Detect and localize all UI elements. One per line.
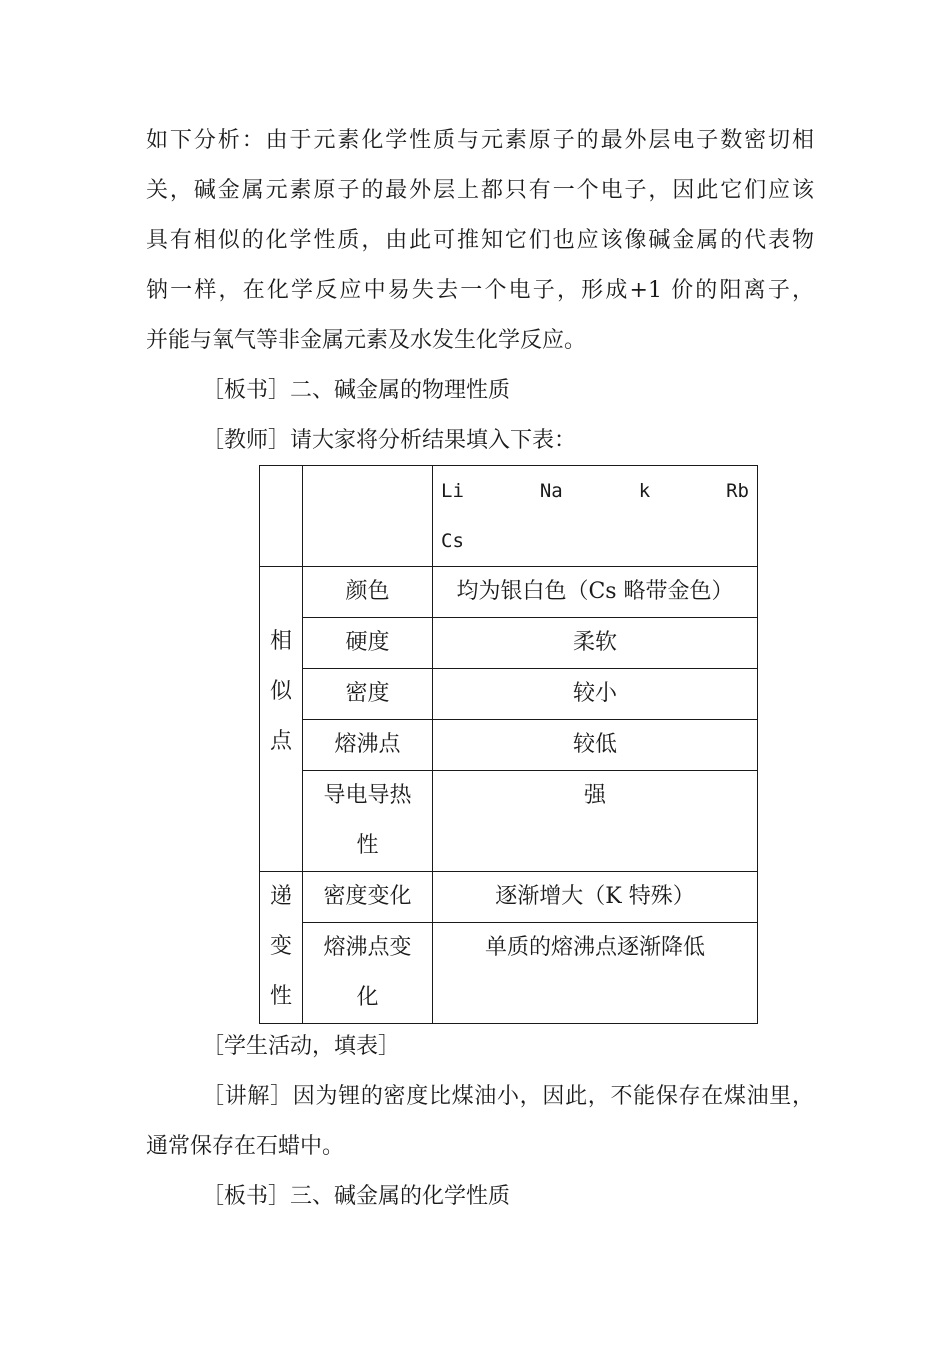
intro-line: 如下分析：由于元素化学性质与元素原子的最外层电子数密切相 — [146, 128, 814, 153]
element-symbol: Na — [539, 480, 563, 502]
property-name: 熔沸点 — [303, 720, 433, 771]
table-row — [260, 567, 758, 618]
properties-table — [259, 465, 758, 1024]
elements-row — [441, 466, 757, 516]
table-row — [260, 669, 758, 720]
table-row — [260, 466, 758, 567]
property-value: 柔软 — [433, 618, 758, 669]
property-name: 密度 — [303, 669, 433, 720]
intro-line: 并能与氧气等非金属元素及水发生化学反应。 — [146, 328, 587, 353]
explain-line: 通常保存在石蜡中。 — [146, 1134, 345, 1159]
board-heading-chemical: ［板书］三、碱金属的化学性质 — [202, 1184, 511, 1209]
trend-group-label: 递 变 性 — [260, 872, 303, 1024]
table-row — [260, 872, 758, 923]
property-value: 均为银白色（Cs 略带金色） — [433, 567, 758, 618]
board-heading-physical: ［板书］二、碱金属的物理性质 — [202, 378, 511, 403]
intro-line: 钠一样，在化学反应中易失去一个电子，形成+1 价的阳离子， — [146, 278, 814, 303]
element-symbol: Cs — [441, 530, 464, 552]
table-row — [260, 720, 758, 771]
property-name: 硬度 — [303, 618, 433, 669]
table-row — [260, 923, 758, 1024]
element-symbol: Li — [441, 480, 464, 502]
property-value: 强 — [433, 771, 758, 872]
element-symbol: Rb — [726, 480, 749, 502]
property-name: 密度变化 — [303, 872, 433, 923]
explain-line: ［讲解］因为锂的密度比煤油小，因此，不能保存在煤油里， — [202, 1084, 814, 1109]
property-name: 导电导热 性 — [303, 771, 433, 872]
intro-line: 关，碱金属元素原子的最外层上都只有一个电子，因此它们应该 — [146, 178, 814, 203]
property-value: 逐渐增大（K 特殊） — [433, 872, 758, 923]
explain-paragraph — [146, 1072, 814, 1172]
table-row — [260, 618, 758, 669]
table-empty-cell — [303, 466, 433, 567]
teacher-instruction: ［教师］请大家将分析结果填入下表： — [202, 428, 577, 453]
property-name: 熔沸点变 化 — [303, 923, 433, 1024]
table-row — [260, 771, 758, 872]
property-value: 单质的熔沸点逐渐降低 — [433, 923, 758, 1024]
property-value: 较低 — [433, 720, 758, 771]
property-value: 较小 — [433, 669, 758, 720]
similar-group-label: 相 似 点 — [260, 567, 303, 872]
intro-paragraph — [146, 116, 814, 366]
intro-line: 具有相似的化学性质，由此可推知它们也应该像碱金属的代表物 — [146, 228, 814, 253]
table-corner-cell — [260, 466, 303, 567]
elements-header-cell — [433, 466, 758, 567]
property-name: 颜色 — [303, 567, 433, 618]
element-symbol: k — [638, 480, 651, 502]
student-activity: ［学生活动，填表］ — [202, 1034, 401, 1059]
